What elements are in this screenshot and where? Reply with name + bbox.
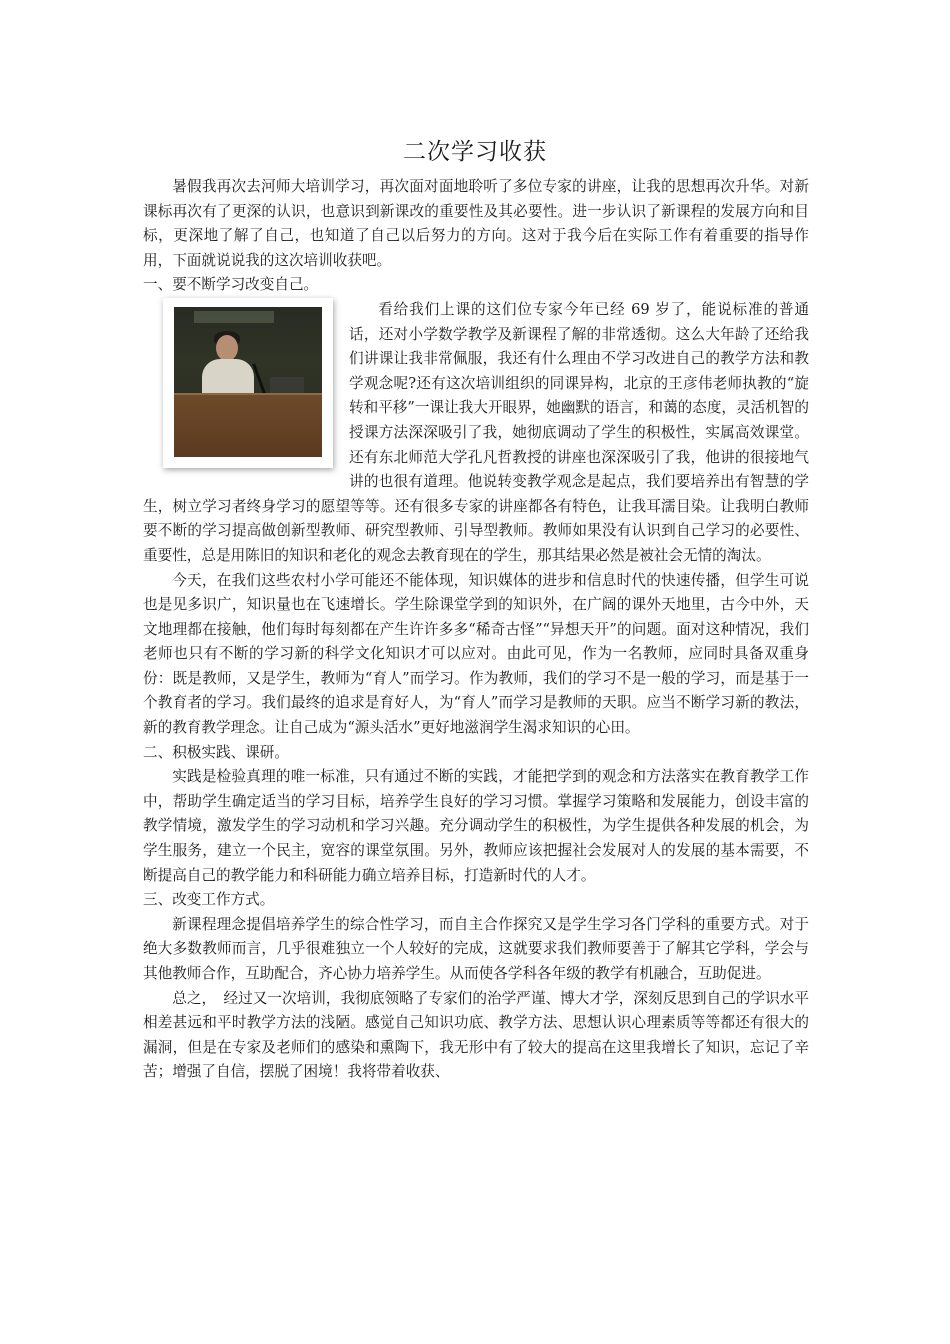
section-2-heading: 二、积极实践、课研。 (143, 743, 289, 761)
section-1-paragraph-1: 看给我们上课的这们位专家今年已经 69 岁了，能说标准的普通话，还对小学数学教学及新课程了解的非常透彻。这么大年龄了还给我们讲课让我非常佩服，我还有什么理由不学习改进自己的教学方法和教学观念呢?还有这次培训组织的同课异构，北京的王彦伟老师执教的“旋转和平移”一课让我大开眼界，她幽默的语言，和蔼的态度，灵活机智的授课方法深深吸引了我，她彻底调动了学生的积极性，实属高效课堂。还有东北师范大学孔凡哲教授的讲座也深深吸引了我，他讲的很接地气讲的也很有道理。他说转变教学观念是起点，我们要培养出有智慧的学生，树立学习者终身学习的愿望等等。还有很多专家的讲座都各有特色，让我耳濡目染。让我明白教师要不断的学习提高做创新型教师、研究型教师、引导型教师。教师如果没有认识到自己学习的必要性、重要性，总是用陈旧的知识和老化的观念去教育现在的学生，那其结果必然是被社会无情的淘汰。 (143, 300, 809, 564)
section-3-paragraph-1: 新课程理念提倡培养学生的综合性学习，而自主合作探究又是学生学习各门学科的重要方式。对于绝大多数教师而言，几乎很难独立一个人较好的完成，这就要求我们教师要善于了解其它学科，学会与其他教师合作，互助配合，齐心协力培养学生。从而使各学科各年级的教学有机融合，互助促进。 (143, 915, 809, 982)
section-1-paragraph-2: 今天，在我们这些农村小学可能还不能体现，知识媒体的进步和信息时代的快速传播，但学生可说也是见多识广，知识量也在飞速增长。学生除课堂学到的知识外，在广阔的课外天地里，古今中外，天文地理都在接触，他们每时每刻都在产生许许多多“稀奇古怪”“异想天开”的问题。面对这种情况，我们老师也只有不断的学习新的科学文化知识才可以应对。由此可见，作为一名教师，应同时具备双重身份：既是教师，又是学生，教师为“育人”而学习。作为教师，我们的学习不是一般的学习，而是基于一个教育者的学习。我们最终的追求是育好人，为“育人”而学习是教师的天职。应当不断学习新的教法，新的教育教学理念。让自己成为“源头活水”更好地滋润学生渴求知识的心田。 (143, 571, 809, 737)
section-1-heading: 一、要不断学习改变自己。 (143, 276, 319, 294)
lecture-photo (163, 298, 333, 468)
document-body (143, 175, 809, 1085)
document-title: 二次学习收获 (403, 139, 547, 165)
lecturer-image (174, 307, 322, 457)
conclusion-paragraph: 总之， 经过又一次培训，我彻底领略了专家们的治学严谨、博大才学，深刻反思到自己的学识水平相差甚远和平时教学方法的浅陋。感觉自己知识功底、教学方法、思想认识心理素质等等都还有很大的漏洞，但是在专家及老师们的感染和熏陶下，我无形中有了较大的提高在这里我增长了知识，忘记了辛苦；增强了自信，摆脱了困境！我将带着收获、 (143, 989, 809, 1081)
section-2-paragraph-1: 实践是检验真理的唯一标准，只有通过不断的实践，才能把学到的观念和方法落实在教育教学工作中，帮助学生确定适当的学习目标，培养学生良好的学习习惯。掌握学习策略和发展能力，创设丰富的教学情境，激发学生的学习动机和学习兴趣。充分调动学生的积极性，为学生提供各种发展的机会，为学生服务，建立一个民主，宽容的课堂氛围。另外，教师应该把握社会发展对人的发展的基本需要，不断提高自己的教学能力和科研能力确立培养目标，打造新时代的人才。 (143, 768, 809, 884)
intro-paragraph: 暑假我再次去河师大培训学习，再次面对面地聆听了多位专家的讲座，让我的思想再次升华。对新课标再次有了更深的认识，也意识到新课改的重要性及其必要性。进一步认识了新课程的发展方向和目标，更深地了解了自己，也知道了自己以后努力的方向。这对于我今后在实际工作有着重要的指导作用，下面就说说我的这次培训收获吧。 (143, 178, 809, 269)
section-3-heading: 三、改变工作方式。 (143, 891, 275, 909)
